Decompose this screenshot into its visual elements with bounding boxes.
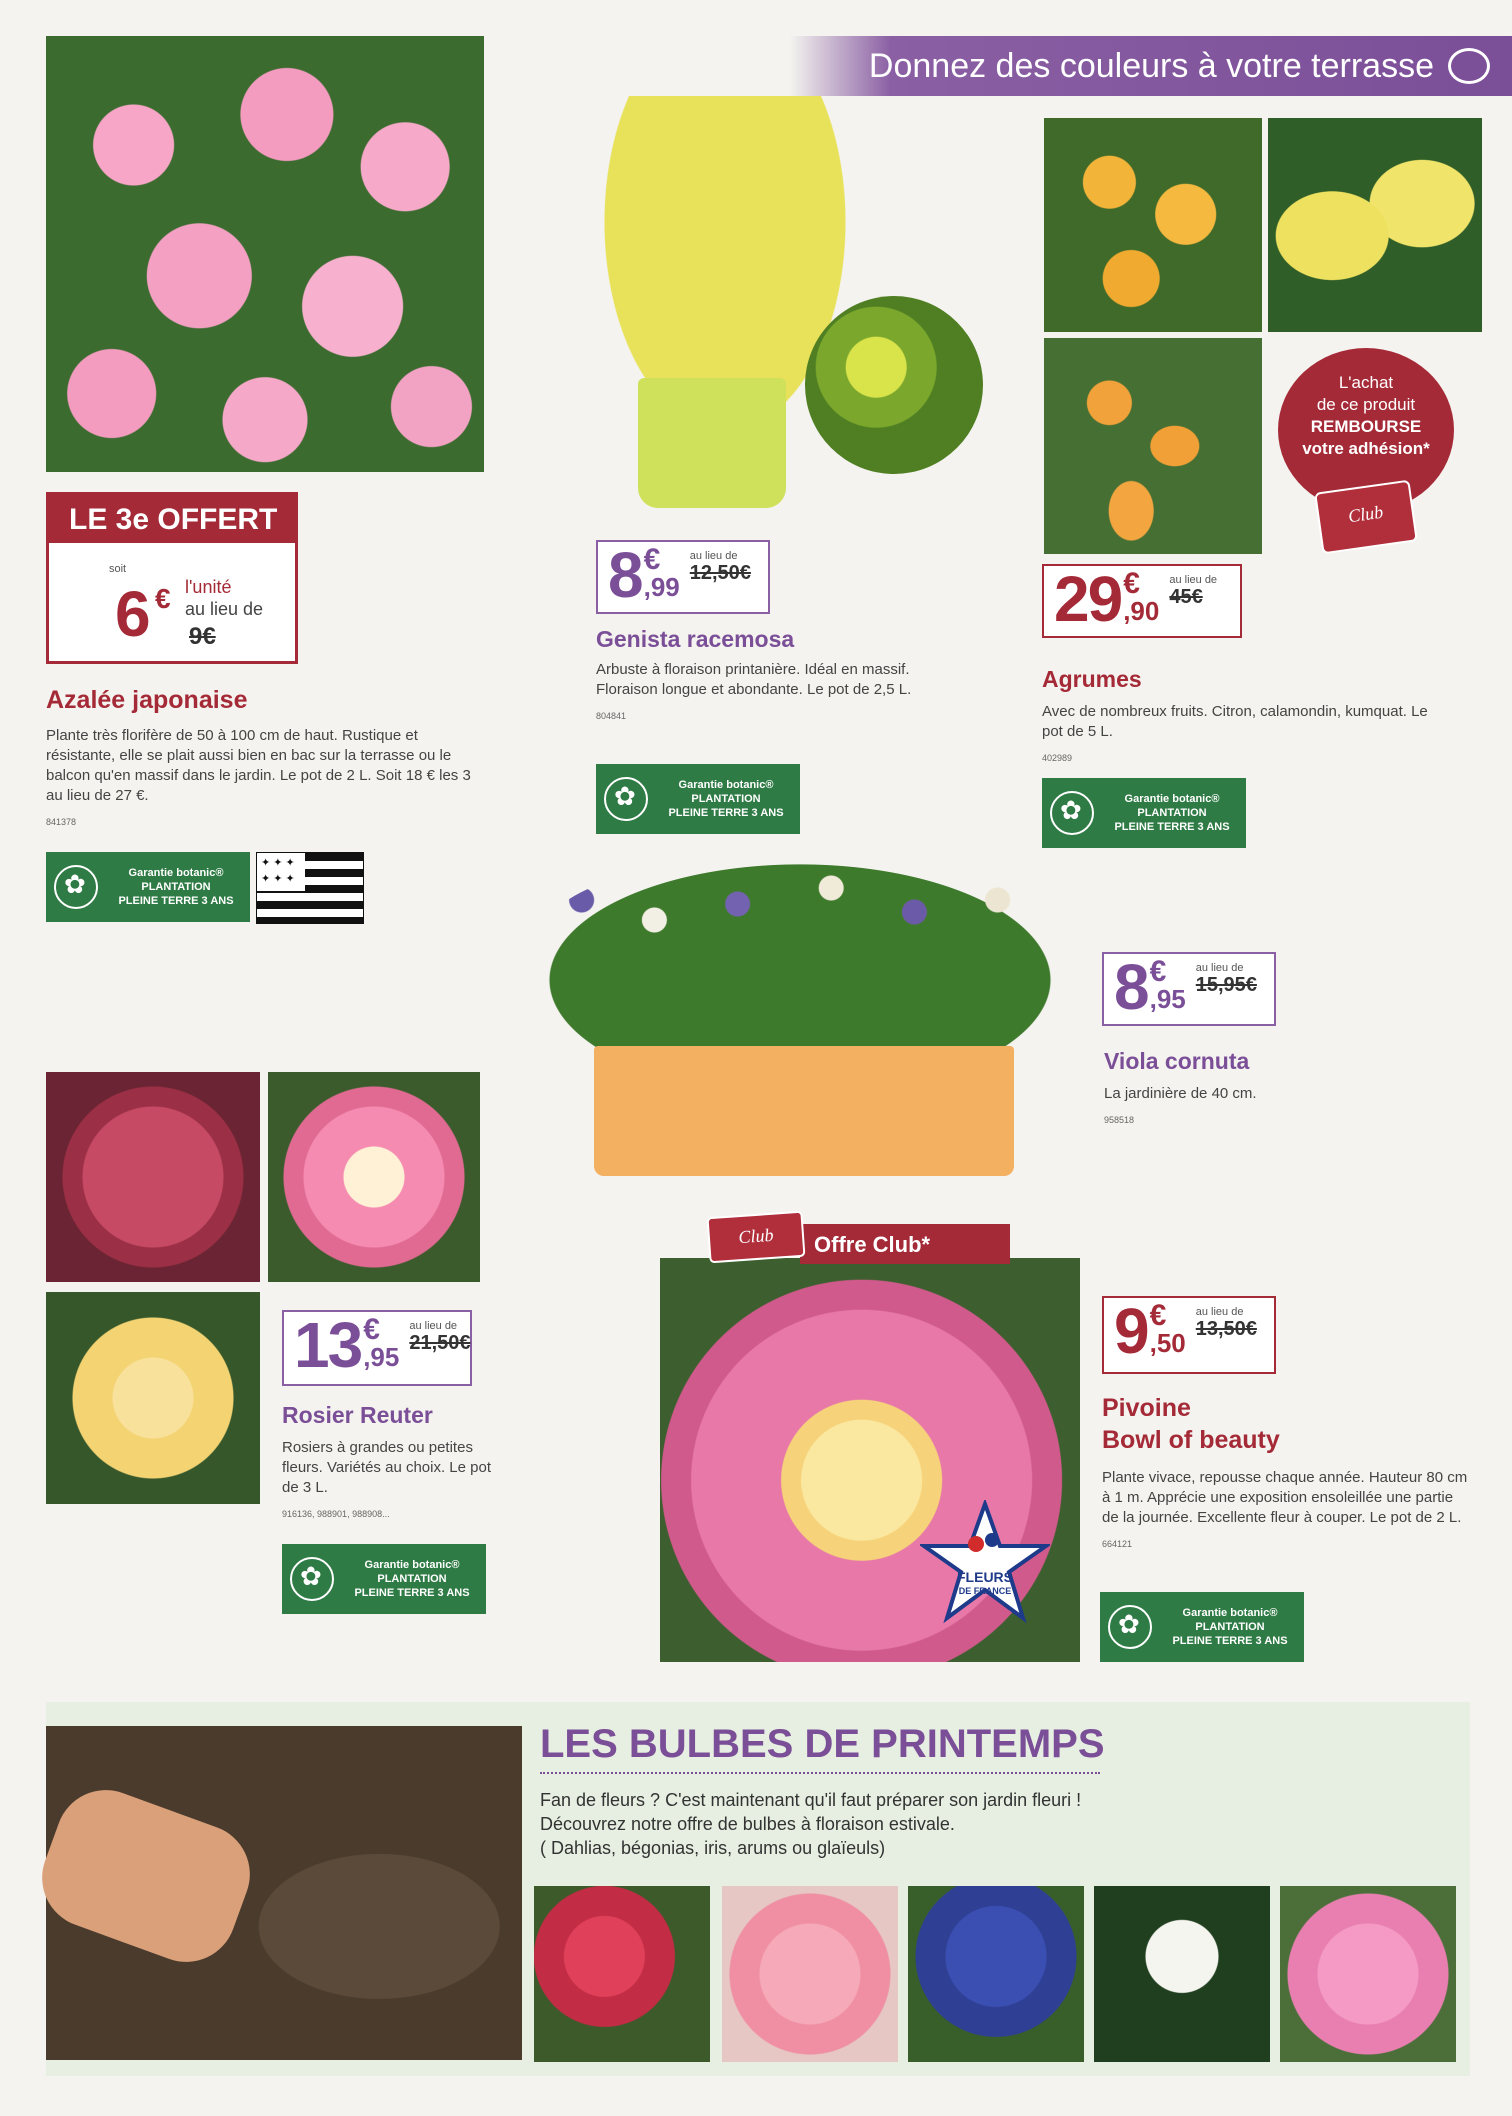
garantie-icon: [1108, 1605, 1152, 1649]
garantie-line1: Garantie botanic®: [1182, 1607, 1278, 1619]
garantie-badge-rosier: [282, 1544, 486, 1614]
garantie-line2: PLANTATION: [1195, 1621, 1265, 1633]
price-decimals: ,50: [1149, 1328, 1186, 1358]
agrumes-price-box: [1042, 564, 1242, 638]
price-old-block: [1196, 1302, 1257, 1341]
viola-photo: [530, 860, 1070, 1180]
azalee-desc-text: Plante très florifère de 50 à 100 cm de haut. Rustique et résistante, elle se plait aussi bien en bac sur la terrasse ou le balcon qu'en massif dans le jardin. Le pot de 2 L. Soit 18 € les 3 au lieu de 27 €.: [46, 727, 471, 804]
rembourse-line3: REMBOURSE: [1310, 417, 1422, 436]
viola-ref: 958518: [1104, 1115, 1135, 1125]
garantie-line2: PLANTATION: [691, 793, 761, 805]
garantie-text: [658, 778, 800, 820]
old-price: 15,95€: [1195, 974, 1257, 996]
old-price: 13,50€: [1195, 1318, 1257, 1340]
offre-club-label: Offre Club*: [800, 1224, 1010, 1264]
price-decimals: ,95: [1149, 984, 1186, 1014]
viola-title: Viola cornuta: [1104, 1048, 1250, 1074]
price-int: 8: [608, 539, 642, 611]
agrumes-title: Agrumes: [1042, 666, 1142, 692]
iris-photo: [908, 1886, 1084, 2062]
garantie-badge-pivoine: [1100, 1592, 1304, 1662]
viola-price-box: [1102, 952, 1276, 1026]
azalee-desc: [46, 726, 476, 832]
price-side: [1123, 567, 1160, 626]
price-side: [1149, 1299, 1186, 1358]
bulbes-line2: Découvrez notre offre de bulbes à floraison estivale.: [540, 1814, 955, 1834]
rosier-ref: 916136, 988901, 988908...: [282, 1509, 390, 1519]
price-old-block: [1169, 570, 1217, 609]
garantie-line1: Garantie botanic®: [128, 867, 224, 879]
rosier-price-box: [282, 1310, 472, 1386]
garantie-icon: [1050, 791, 1094, 835]
pivoine-title-line2: Bowl of beauty: [1102, 1426, 1280, 1454]
bulbes-divider: [540, 1772, 1100, 1774]
gardener-arm: [28, 1776, 264, 1976]
offer-currency: €: [155, 583, 171, 614]
viola-desc: [1104, 1084, 1404, 1130]
garantie-line1: Garantie botanic®: [678, 779, 774, 791]
price-decimals: ,90: [1123, 596, 1160, 626]
price-currency: €: [1149, 1299, 1167, 1332]
garantie-badge-agrumes: [1042, 778, 1246, 848]
aulieu-label: au lieu de: [409, 1320, 458, 1332]
old-price: 21,50€: [409, 1332, 471, 1354]
price-currency: €: [643, 543, 661, 576]
agrumes-desc: [1042, 702, 1442, 768]
price-side: [643, 543, 680, 602]
garantie-text: [108, 866, 250, 908]
offer-old-price: 9€: [189, 623, 216, 650]
azalee-ref: 841378: [46, 817, 77, 827]
aulieu-label: au lieu de: [1169, 574, 1218, 586]
price-decimals: ,95: [363, 1342, 400, 1372]
offer-unit-label: l'unité: [185, 577, 232, 597]
garantie-icon: [604, 777, 648, 821]
rosier-desc-text: Rosiers à grandes ou petites fleurs. Variétés au choix. Le pot de 3 L.: [282, 1439, 492, 1496]
genista-closeup: [805, 296, 983, 474]
genista-desc-text: Arbuste à floraison printanière. Idéal en massif. Floraison longue et abondante. Le pot de 2,5 L.: [596, 661, 912, 698]
agrumes-ref: 402989: [1042, 753, 1073, 763]
price-decimals: ,99: [643, 572, 680, 602]
star-icon: [920, 1500, 1050, 1624]
genista-title: Genista racemosa: [596, 626, 795, 652]
agrumes-photo-3: [1044, 338, 1262, 554]
header-banner: [790, 36, 1512, 96]
price-currency: €: [363, 1313, 380, 1346]
offer-soit: soit: [109, 563, 127, 575]
garantie-line3: PLEINE TERRE 3 ANS: [118, 895, 234, 907]
genista-desc: [596, 660, 926, 726]
agrumes-photo-1: [1044, 118, 1262, 332]
agrumes-desc-text: Avec de nombreux fruits. Citron, calamondin, kumquat. Le pot de 5 L.: [1042, 703, 1428, 740]
pivoine-ref: 664121: [1102, 1539, 1133, 1549]
price-currency: €: [1123, 567, 1140, 600]
price-int: 8: [1114, 951, 1148, 1023]
aulieu-label: au lieu de: [689, 550, 738, 562]
garantie-line1: Garantie botanic®: [364, 1559, 460, 1571]
rose-photo-3: [46, 1292, 260, 1504]
fleurs-line1: FLEURS: [957, 1569, 1013, 1585]
club-card: Club: [1314, 480, 1418, 555]
viola-planter: [594, 1046, 1014, 1176]
plant-leaf-icon: [1448, 48, 1490, 84]
agrumes-photo-2: [1268, 118, 1482, 332]
garantie-line3: PLEINE TERRE 3 ANS: [668, 807, 784, 819]
dahlia-photo: [534, 1886, 710, 2062]
garantie-line3: PLEINE TERRE 3 ANS: [354, 1587, 470, 1599]
garantie-line3: PLEINE TERRE 3 ANS: [1172, 1635, 1288, 1647]
bulbes-line1: Fan de fleurs ? C'est maintenant qu'il faut préparer son jardin fleuri !: [540, 1790, 1082, 1810]
garantie-text: [1162, 1606, 1304, 1648]
rosier-title: Rosier Reuter: [282, 1402, 433, 1428]
bulbes-text: [540, 1788, 1420, 1860]
old-price: 12,50€: [689, 562, 751, 584]
price-int: 9: [1114, 1295, 1148, 1367]
garantie-icon: [54, 865, 98, 909]
price-int: 29: [1054, 563, 1122, 635]
glaieul-photo: [1280, 1886, 1456, 2062]
begonia-photo: [722, 1886, 898, 2062]
breton-flag: [256, 852, 364, 924]
offer-price: 6: [115, 578, 151, 650]
garantie-text: [344, 1558, 486, 1600]
price-currency: €: [1149, 955, 1167, 988]
arum-photo: [1094, 1886, 1270, 2062]
garantie-line2: PLANTATION: [141, 881, 211, 893]
club-card: Club: [707, 1211, 806, 1264]
genista-price-box: [596, 540, 770, 614]
old-price: 45€: [1169, 586, 1203, 608]
garantie-line2: PLANTATION: [1137, 807, 1207, 819]
genista-pot: [638, 378, 786, 508]
rembourse-line4: votre adhésion*: [1302, 439, 1430, 458]
azalee-offer-box: [46, 492, 298, 664]
bulbes-planting-photo: [46, 1726, 522, 2060]
azalee-photo: [46, 36, 484, 472]
fleurs-text: [920, 1570, 1050, 1598]
garantie-badge-genista: [596, 764, 800, 834]
price-old-block: [409, 1316, 470, 1355]
price-side: [363, 1313, 400, 1372]
garantie-line3: PLEINE TERRE 3 ANS: [1114, 821, 1230, 833]
price-old-block: [690, 546, 751, 585]
aulieu-label: au lieu de: [1195, 962, 1244, 974]
pivoine-title: [1102, 1392, 1280, 1456]
rembourse-line1: L'achat: [1338, 373, 1394, 392]
bulbes-line3: ( Dahlias, bégonias, iris, arums ou glaïeuls): [540, 1838, 886, 1858]
aulieu-label: au lieu de: [1195, 1306, 1244, 1318]
rose-photo-2: [268, 1072, 480, 1282]
fleurs-line2: DE FRANCE: [958, 1586, 1012, 1596]
fleurs-de-france-logo: [920, 1500, 1050, 1624]
pivoine-price-box: [1102, 1296, 1276, 1374]
offer-aulieu: au lieu de: [185, 599, 264, 619]
pivoine-desc-text: Plante vivace, repousse chaque année. Hauteur 80 cm à 1 m. Apprécie une exposition ensoleillée une partie de la journée. Excellente fleur à couper. Le pot de 2 L.: [1102, 1469, 1468, 1526]
rembourse-line2: de ce produit: [1316, 395, 1416, 414]
viola-plants: [540, 860, 1060, 1060]
garantie-icon: [290, 1557, 334, 1601]
garantie-text: [1104, 792, 1246, 834]
price-side: [1149, 955, 1186, 1014]
rosier-desc: [282, 1438, 492, 1524]
pivoine-desc: [1102, 1468, 1472, 1554]
flag-canton: [257, 853, 305, 891]
viola-desc-text: La jardinière de 40 cm.: [1104, 1085, 1257, 1102]
genista-ref: 804841: [596, 711, 627, 721]
azalee-title: Azalée japonaise: [46, 686, 248, 714]
offer-heading: LE 3e OFFERT: [49, 495, 295, 543]
price-old-block: [1196, 958, 1257, 997]
garantie-line1: Garantie botanic®: [1124, 793, 1220, 805]
price-int: 13: [294, 1309, 362, 1381]
garantie-badge-azalee: [46, 852, 250, 922]
banner-title: Donnez des couleurs à votre terrasse: [868, 46, 1434, 85]
garantie-line2: PLANTATION: [377, 1573, 447, 1585]
bulbes-title: LES BULBES DE PRINTEMPS: [540, 1722, 1105, 1766]
pivoine-title-line1: Pivoine: [1102, 1394, 1191, 1422]
rose-photo-1: [46, 1072, 260, 1282]
